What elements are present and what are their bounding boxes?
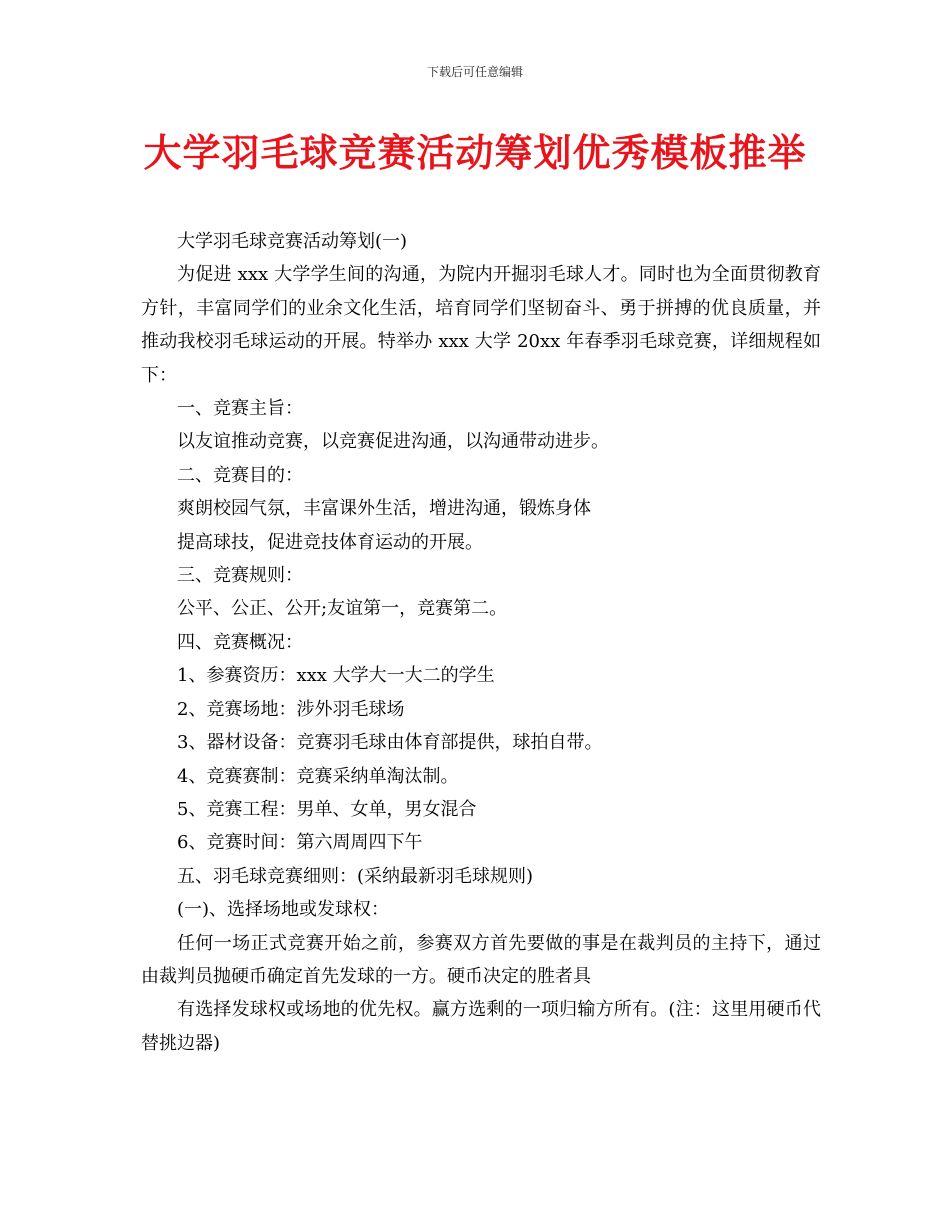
overview-item: 5、竞赛工程：男单、女单，男女混合 xyxy=(177,798,477,820)
rules-text: 公平、公正、公开;友谊第一，竞赛第二。 xyxy=(177,598,508,620)
section-heading: 大学羽毛球竞赛活动筹划(一) xyxy=(177,231,408,252)
choice-text-2: 有选择发球权或场地的优先权。赢方选剩的一项归输方所有。(注：这里用硬币代替挑边器) xyxy=(141,999,821,1054)
choice-paragraph-1 xyxy=(141,927,821,994)
goal-text-1: 爽朗校园气氛，丰富课外生活，增进沟通，锻炼身体 xyxy=(177,498,591,520)
overview-item: 3、器材设备：竞赛羽毛球由体育部提供，球拍自带。 xyxy=(177,732,603,754)
heading-rules: 三、竞赛规则： xyxy=(177,565,303,587)
document-title: 大学羽毛球竞赛活动筹划优秀模板推举 xyxy=(143,130,807,175)
overview-item: 2、竞赛场地：涉外羽毛球场 xyxy=(177,698,405,720)
document-body xyxy=(141,225,821,1060)
overview-item: 6、竞赛时间：第六周周四下午 xyxy=(177,832,423,854)
intro-paragraph xyxy=(141,258,821,392)
goal-text-2: 提高球技，促进竞技体育运动的开展。 xyxy=(177,531,483,553)
purpose-text: 以友谊推动竞赛，以竞赛促进沟通，以沟通带动进步。 xyxy=(177,431,609,453)
heading-goal: 二、竞赛目的： xyxy=(177,464,303,486)
heading-details: 五、羽毛球竞赛细则：(采纳最新羽毛球规则) xyxy=(177,865,534,887)
overview-item: 1、参赛资历：xxx 大学大一大二的学生 xyxy=(177,665,495,687)
subheading-choice: (一)、选择场地或发球权： xyxy=(177,899,390,921)
intro-text: 为促进 xxx 大学学生间的沟通，为院内开掘羽毛球人才。同时也为全面贯彻教育方针，丰富同学们的业余文化生活，培育同学们坚韧奋斗、勇于拼搏的优良质量，并推动我校羽毛球运动的开展。特举办 xxx 大学 20xx 年春季羽毛球竞赛，详细规程如下： xyxy=(141,264,821,386)
choice-paragraph-2 xyxy=(141,993,821,1060)
overview-item: 4、竞赛赛制：竞赛采纳单淘汰制。 xyxy=(177,765,459,787)
choice-text-1: 任何一场正式竞赛开始之前，参赛双方首先要做的事是在裁判员的主持下，通过由裁判员抛硬币确定首先发球的一方。硬币决定的胜者具 xyxy=(141,932,821,987)
heading-overview: 四、竞赛概况： xyxy=(177,631,303,653)
header-note: 下载后可任意编辑 xyxy=(426,65,523,79)
heading-purpose: 一、竞赛主旨： xyxy=(177,398,303,420)
